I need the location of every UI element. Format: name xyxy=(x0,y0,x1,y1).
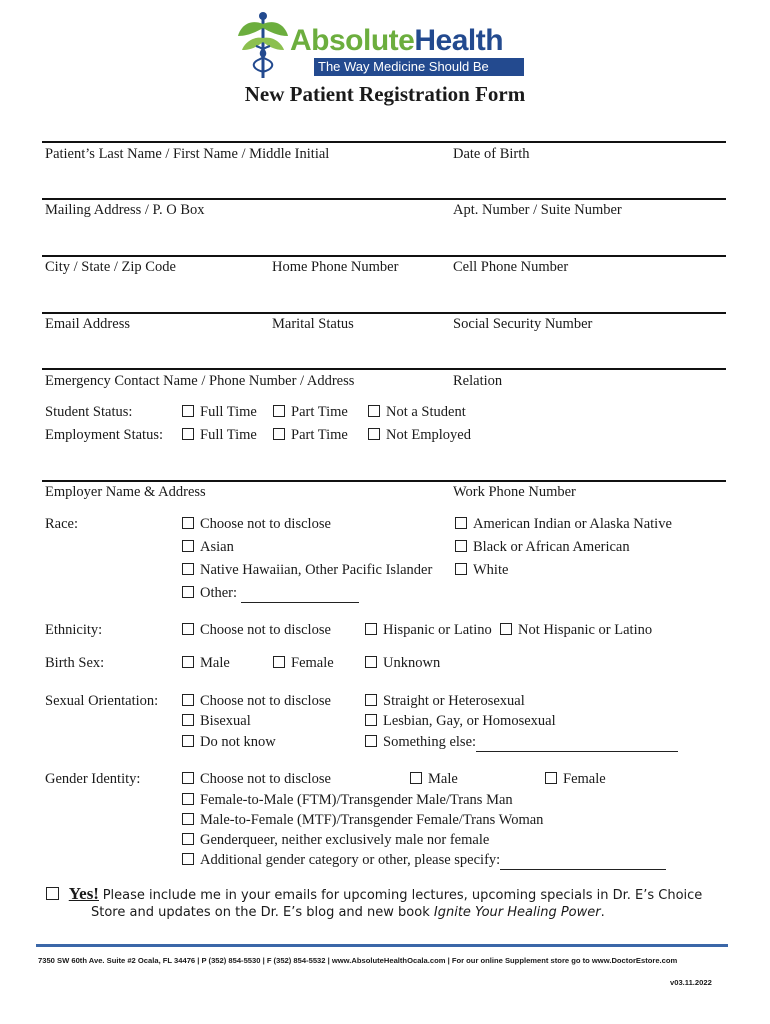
address-rule xyxy=(42,198,726,200)
checkbox-icon[interactable] xyxy=(182,540,194,552)
cell-phone-field[interactable]: Cell Phone Number xyxy=(453,259,569,275)
page-title: New Patient Registration Form xyxy=(244,82,526,106)
logo xyxy=(234,10,534,80)
student-part-time[interactable]: Part Time xyxy=(273,404,348,421)
gender-other[interactable]: Additional gender category or other, please specify: xyxy=(182,852,666,870)
checkbox-icon[interactable] xyxy=(182,428,194,440)
optin-text-1: Please include me in your emails for upcoming lectures, upcoming specials in Dr. E’s Choice xyxy=(102,888,703,903)
race-black[interactable]: Black or African American xyxy=(455,539,630,556)
checkbox-icon[interactable] xyxy=(182,623,194,635)
emergency-field[interactable]: Emergency Contact Name / Phone Number / Address xyxy=(45,373,355,389)
checkbox-icon[interactable] xyxy=(455,540,467,552)
checkbox-icon[interactable] xyxy=(182,714,194,726)
checkbox-icon[interactable] xyxy=(455,563,467,575)
employer-rule xyxy=(42,480,726,482)
optin-line-1[interactable] xyxy=(46,884,702,904)
checkbox-icon[interactable] xyxy=(273,405,285,417)
footer-rule xyxy=(36,944,728,947)
footer-version: v03.11.2022 xyxy=(670,978,712,987)
student-not-student[interactable]: Not a Student xyxy=(368,404,466,421)
checkbox-icon[interactable] xyxy=(182,517,194,529)
race-not-disclose[interactable]: Choose not to disclose xyxy=(182,516,331,533)
checkbox-icon[interactable] xyxy=(182,793,194,805)
gender-label: Gender Identity: xyxy=(45,771,141,787)
employment-label: Employment Status: xyxy=(45,427,164,443)
checkbox-icon[interactable] xyxy=(182,694,194,706)
employer-field[interactable]: Employer Name & Address xyxy=(45,484,206,500)
birth-sex-unknown[interactable]: Unknown xyxy=(365,655,440,672)
checkbox-icon[interactable] xyxy=(182,735,194,747)
work-phone-field[interactable]: Work Phone Number xyxy=(453,484,576,500)
checkbox-icon[interactable] xyxy=(182,853,194,865)
logo-tagline-text: The Way Medicine Should Be xyxy=(318,59,489,74)
gender-female[interactable]: Female xyxy=(545,771,606,788)
logo-name xyxy=(290,24,503,58)
optin-yes: Yes! xyxy=(68,884,99,903)
checkbox-icon[interactable] xyxy=(365,623,377,635)
employment-part-time[interactable]: Part Time xyxy=(273,427,348,444)
checkbox-icon[interactable] xyxy=(410,772,422,784)
checkbox-icon[interactable] xyxy=(365,656,377,668)
name-field[interactable]: Patient’s Last Name / First Name / Middle Initial xyxy=(45,146,330,162)
ethnicity-not-hispanic[interactable]: Not Hispanic or Latino xyxy=(500,622,652,639)
gender-male[interactable]: Male xyxy=(410,771,458,788)
orientation-not-disclose[interactable]: Choose not to disclose xyxy=(182,693,331,710)
checkbox-icon[interactable] xyxy=(368,405,380,417)
name-rule xyxy=(42,141,726,143)
city-rule xyxy=(42,255,726,257)
address-field[interactable]: Mailing Address / P. O Box xyxy=(45,202,205,218)
birth-sex-male[interactable]: Male xyxy=(182,655,230,672)
orientation-do-not-know[interactable]: Do not know xyxy=(182,734,276,751)
checkbox-icon[interactable] xyxy=(455,517,467,529)
race-other[interactable]: Other: xyxy=(182,585,359,603)
optin-line-2 xyxy=(91,905,605,920)
home-phone-field[interactable]: Home Phone Number xyxy=(272,259,399,275)
checkbox-icon[interactable] xyxy=(182,405,194,417)
employment-full-time[interactable]: Full Time xyxy=(182,427,257,444)
checkbox-icon[interactable] xyxy=(182,813,194,825)
race-label: Race: xyxy=(45,516,79,532)
checkbox-icon[interactable] xyxy=(500,623,512,635)
caduceus-leaf-icon xyxy=(234,10,292,80)
orientation-other-input[interactable] xyxy=(476,734,678,752)
checkbox-icon[interactable] xyxy=(365,694,377,706)
ssn-field[interactable]: Social Security Number xyxy=(453,316,593,332)
checkbox-icon[interactable] xyxy=(273,656,285,668)
orientation-something-else[interactable]: Something else: xyxy=(365,734,678,752)
footer-contact: 7350 SW 60th Ave. Suite #2 Ocala, FL 34476 | P (352) 854-5530 | F (352) 854-5532 | www.AbsoluteHealthOcala.com | For our online Supplement store go to www.DoctorEstore.com xyxy=(38,956,678,965)
dob-field[interactable]: Date of Birth xyxy=(453,146,530,162)
checkbox-icon[interactable] xyxy=(273,428,285,440)
logo-name-text: AbsoluteHealth xyxy=(290,24,504,57)
checkbox-icon[interactable] xyxy=(182,563,194,575)
student-full-time[interactable]: Full Time xyxy=(182,404,257,421)
checkbox-icon[interactable] xyxy=(182,586,194,598)
ethnicity-label: Ethnicity: xyxy=(45,622,103,638)
checkbox-icon[interactable] xyxy=(182,772,194,784)
gender-mtf[interactable]: Male-to-Female (MTF)/Transgender Female/Trans Woman xyxy=(182,812,543,829)
ethnicity-hispanic[interactable]: Hispanic or Latino xyxy=(365,622,492,639)
race-other-input[interactable] xyxy=(241,585,359,603)
checkbox-icon[interactable] xyxy=(182,656,194,668)
checkbox-icon[interactable] xyxy=(182,833,194,845)
optin-text-2: Store and updates on the Dr. E’s blog and new book xyxy=(91,905,430,920)
city-field[interactable]: City / State / Zip Code xyxy=(45,259,176,275)
orientation-lesbian-gay[interactable]: Lesbian, Gay, or Homosexual xyxy=(365,713,556,730)
ethnicity-not-disclose[interactable]: Choose not to disclose xyxy=(182,622,331,639)
gender-ftm[interactable]: Female-to-Male (FTM)/Transgender Male/Trans Man xyxy=(182,792,513,809)
race-american-indian[interactable]: American Indian or Alaska Native xyxy=(455,516,672,533)
race-white[interactable]: White xyxy=(455,562,508,579)
emergency-rule xyxy=(42,368,726,370)
relation-field[interactable]: Relation xyxy=(453,373,503,389)
race-asian[interactable]: Asian xyxy=(182,539,234,556)
checkbox-icon[interactable] xyxy=(365,735,377,747)
email-rule xyxy=(42,312,726,314)
optin-checkbox-icon[interactable] xyxy=(46,887,59,900)
orientation-label: Sexual Orientation: xyxy=(45,693,159,709)
apt-field[interactable]: Apt. Number / Suite Number xyxy=(453,202,622,218)
gender-other-input[interactable] xyxy=(500,852,666,870)
orientation-straight[interactable]: Straight or Heterosexual xyxy=(365,693,525,710)
employment-not-employed[interactable]: Not Employed xyxy=(368,427,471,444)
student-label: Student Status: xyxy=(45,404,133,420)
marital-field[interactable]: Marital Status xyxy=(272,316,354,332)
birth-sex-female[interactable]: Female xyxy=(273,655,334,672)
orientation-bisexual[interactable]: Bisexual xyxy=(182,713,251,730)
birth-sex-label: Birth Sex: xyxy=(45,655,105,671)
checkbox-icon[interactable] xyxy=(368,428,380,440)
checkbox-icon[interactable] xyxy=(545,772,557,784)
optin-period: . xyxy=(600,905,605,920)
checkbox-icon[interactable] xyxy=(365,714,377,726)
gender-not-disclose[interactable]: Choose not to disclose xyxy=(182,771,331,788)
email-field[interactable]: Email Address xyxy=(45,316,130,332)
race-native-hawaiian[interactable]: Native Hawaiian, Other Pacific Islander xyxy=(182,562,432,579)
gender-genderqueer[interactable]: Genderqueer, neither exclusively male nor female xyxy=(182,832,489,849)
optin-book: Ignite Your Healing Power xyxy=(433,905,601,920)
